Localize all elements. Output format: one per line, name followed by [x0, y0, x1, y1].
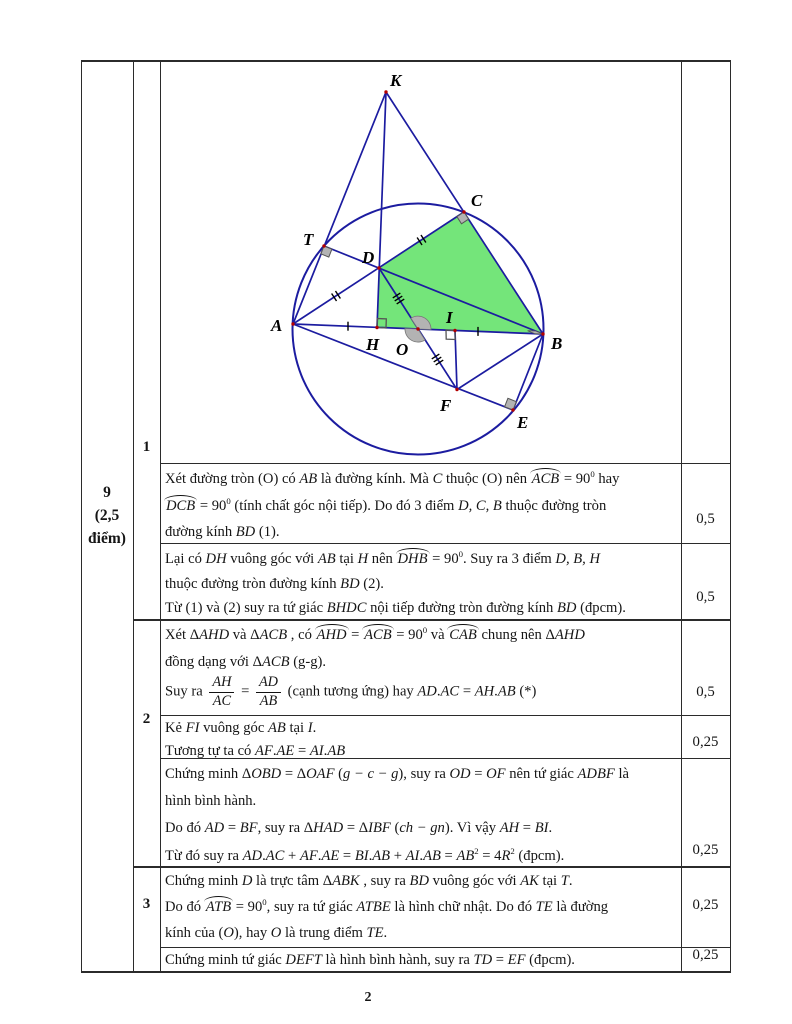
question-number: 9 [103, 484, 111, 501]
solution-text-line: Chứng minh ΔOBD = ΔOAF (g − c − g), suy ra OD = OF nên tứ giác ADBF là [165, 766, 629, 782]
solution-row-5 [165, 761, 679, 870]
solution-row-6 [165, 869, 679, 946]
score-cell-2: 0,5 [696, 589, 715, 605]
point-label-a: A [271, 316, 283, 335]
solution-text-line: Kẻ FI vuông góc AB tại I. [165, 720, 317, 736]
solution-text-line: thuộc đường tròn đường kính BD (2). [165, 575, 384, 592]
solution-row-1 [165, 466, 679, 546]
point-label-t: T [303, 230, 314, 249]
segment-fb [457, 334, 543, 390]
point-label-k: K [390, 71, 402, 90]
point-label-f: F [440, 396, 452, 415]
solution-row-3 [165, 622, 679, 709]
solution-text-line: Xét ΔAHD và ΔACB , có AHD = ACB = $90^0$ và CAB chung nên ΔAHD [165, 625, 585, 643]
score-cell-1: 0,5 [696, 511, 715, 527]
solution-text-line: Tương tự ta có AF.AE = AI.AB [165, 742, 346, 759]
score-cell-7: 0,25 [692, 947, 719, 963]
solution-text-line: Do đó AD = BF, suy ra ΔHAD = ΔIBF (ch − gn). Vì vậy AH = BI. [165, 820, 553, 837]
score-cell-5: 0,25 [692, 842, 719, 858]
solution-text-line: Từ đó suy ra $AD.AC + AF.AE = BI.AB + AI.AB = AB^2 = 4R^2$ (đpcm). [165, 845, 565, 864]
score-cell-6: 0,25 [692, 897, 719, 913]
solution-text-line: Suy ra $\frac{AH}{AC}$ = $\frac{AD}{AB}$ (cạnh tương ứng) hay AD.AC = AH.AB (*) [165, 674, 537, 709]
solution-text-line: Từ (1) và (2) suy ra tứ giác BHDC nội tiếp đường tròn đường kính BD (đpcm). [165, 600, 626, 617]
part-number-3: 3 [142, 896, 151, 912]
segment-ae [293, 324, 513, 410]
table-border-right [730, 60, 731, 972]
score-cell-3: 0,5 [696, 684, 715, 700]
col-line-1 [133, 60, 134, 972]
solution-row-4 [165, 717, 679, 762]
question-points-2: điểm) [88, 530, 126, 547]
solution-text-line: DCB = $90^0$ (tính chất góc nội tiếp). Do đó 3 điểm D, C, B thuộc đường tròn [166, 495, 607, 514]
part-number-2: 2 [142, 711, 151, 727]
col-line-2 [160, 60, 161, 972]
point-label-e: E [517, 413, 529, 432]
solution-row-2 [165, 547, 679, 621]
row-line-figure [160, 463, 730, 464]
triple-tick-of [432, 354, 443, 365]
point-label-h: H [366, 335, 380, 354]
segment-ka [293, 92, 386, 324]
table-border-top [81, 60, 731, 62]
question-points-1: (2,5 [94, 507, 120, 524]
solution-text-line: đường kính BD (1). [165, 524, 280, 541]
part-number-1: 1 [142, 439, 151, 455]
point-label-o: O [396, 340, 409, 359]
page-number: 2 [364, 990, 372, 1005]
solution-text-line: Chứng minh tứ giác DEFT là hình bình hành, suy ra TD = EF (đpcm). [165, 952, 575, 968]
point-label-b: B [551, 334, 563, 353]
solution-text-line: Chứng minh D là trực tâm ΔABK , suy ra BD vuông góc với AK tại T. [165, 873, 573, 889]
point-label-c: C [471, 191, 483, 210]
solution-text-line: đồng dạng với ΔACB (g-g). [165, 653, 327, 670]
shaded-quadrilateral-bhdc [377, 212, 543, 334]
solution-text-line: hình bình hành. [165, 793, 257, 810]
solution-text-line: Xét đường tròn (O) có AB là đường kính. Mà C thuộc (O) nên ACB = $90^0$ hay [165, 469, 620, 487]
point-label-d: D [362, 248, 375, 267]
segment-eb [513, 334, 543, 410]
point-label-i: I [446, 308, 453, 327]
solution-text-line: Lại có DH vuông góc với AB tại H nên DHB = $90^0$. Suy ra 3 điểm D, B, H [165, 549, 601, 567]
question-number-cell [81, 481, 133, 550]
solution-text-line: Do đó ATB = $90^0$, suy ra tứ giác ATBE là hình chữ nhật. Do đó TE là đường [165, 896, 609, 915]
solution-text-line: kính của (O), hay O là trung điểm TE. [165, 924, 388, 941]
score-cell-4: 0,25 [692, 734, 719, 750]
solution-row-7 [165, 949, 679, 972]
